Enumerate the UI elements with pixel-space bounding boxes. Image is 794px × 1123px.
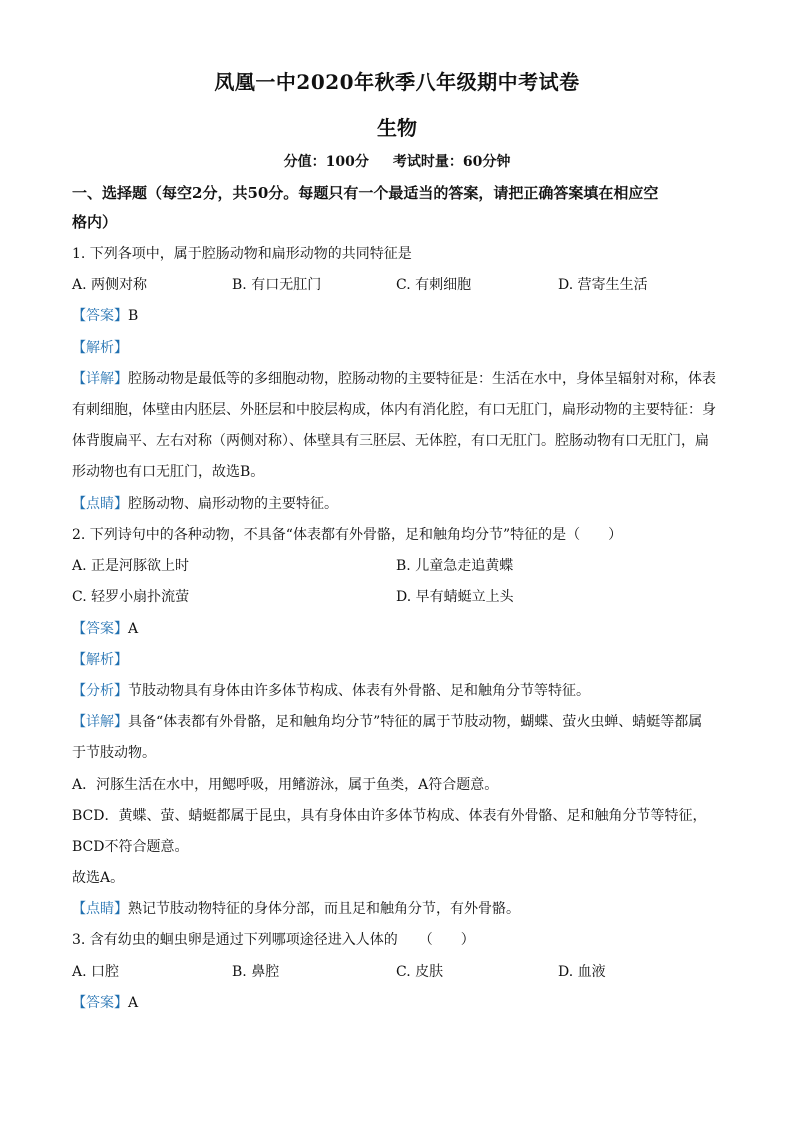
q2-fenxi: [72, 681, 722, 701]
q3-answer: [72, 993, 722, 1013]
q2-line-a: A．河豚生活在水中，用鳃呼吸，用鳍游泳，属于鱼类，A符合题意。: [72, 777, 499, 793]
q2-option-c: C. 轻罗小扇扑流萤: [72, 589, 190, 605]
analysis-label: 【解析】: [72, 652, 128, 668]
comment-label: 【点睛】: [72, 901, 128, 917]
q2-analysis: [72, 650, 722, 670]
q2-stem: 2. 下列诗句中的各种动物，不具备“体表都有外骨骼，足和触角均分节”特征的是（ ）: [72, 527, 623, 543]
q2-fenxi-text: 节肢动物具有身体由许多体节构成、体表有外骨骼、足和触角分节等特征。: [128, 683, 590, 699]
q2-comment-text: 熟记节肢动物特征的身体分部，而且足和触角分节，有外骨骼。: [128, 901, 520, 917]
exam-title: 凤凰一中2020年秋季八年级期中考试卷: [214, 70, 580, 94]
q2-choose: 故选A。: [72, 870, 125, 886]
q3-answer-value: A: [128, 995, 139, 1011]
q3-stem: 3. 含有幼虫的蛔虫卵是通过下列哪项途径进入人体的 （ ）: [72, 932, 475, 948]
comment-label: 【点睛】: [72, 496, 128, 512]
q1-comment-text: 腔肠动物、扁形动物的主要特征。: [128, 496, 338, 512]
q2-answer-value: A: [128, 621, 139, 637]
q2-option-b: B. 儿童急走追黄蝶: [396, 558, 514, 574]
detail-label: 【详解】: [72, 371, 128, 387]
q1-detail-line4: 形动物也有口无肛门，故选B。: [72, 464, 265, 480]
q1-detail-line2: 有刺细胞，体壁由内胚层、外胚层和中胶层构成，体内有消化腔，有口无肛门，扁形动物的主要特征：身: [72, 402, 716, 418]
q1-detail-line1: [72, 369, 722, 389]
section-heading-line2: 格内）: [72, 213, 118, 231]
q2-option-d: D. 早有蜻蜓立上头: [396, 589, 514, 605]
fenxi-label: 【分析】: [72, 683, 128, 699]
exam-info: [0, 151, 794, 171]
q2-line-bcd2: BCD不符合题意。: [72, 839, 189, 855]
answer-label: 【答案】: [72, 621, 128, 637]
q2-line-bcd1: BCD．黄蝶、萤、蜻蜓都属于昆虫，具有身体由许多体节构成、体表有外骨骼、足和触角分节等特征，: [72, 808, 707, 824]
time-info: 考试时量：60分钟: [392, 154, 511, 170]
q1-answer: [72, 306, 722, 326]
q3-option-b: B. 鼻腔: [232, 964, 280, 980]
q1-detail-text1: 腔肠动物是最低等的多细胞动物，腔肠动物的主要特征是：生活在水中，身体呈辐射对称，体表: [128, 371, 716, 387]
q1-option-b: B. 有口无肛门: [232, 277, 322, 293]
score-info: 分值：100分: [283, 154, 369, 170]
subject-title: 生物: [377, 116, 417, 140]
q1-comment: [72, 494, 722, 514]
q2-detail-line2: 于节肢动物。: [72, 745, 156, 761]
q2-detail-text1: 具备“体表都有外骨骼，足和触角均分节”特征的属于节肢动物，蝴蝶、萤火虫蝉、蜻蜓等都属: [128, 714, 703, 730]
q3-option-c: C. 皮肤: [396, 964, 444, 980]
analysis-label: 【解析】: [72, 340, 128, 356]
q1-option-c: C. 有刺细胞: [396, 277, 472, 293]
q3-option-d: D. 血液: [558, 964, 606, 980]
q2-detail-line1: [72, 712, 722, 732]
q1-answer-value: B: [128, 308, 139, 324]
q1-stem: 1. 下列各项中，属于腔肠动物和扁形动物的共同特征是: [72, 246, 412, 262]
q2-comment: [72, 899, 722, 919]
q3-option-a: A. 口腔: [72, 964, 120, 980]
section-heading-line1: 一、选择题（每空2分，共50分。每题只有一个最适当的答案，请把正确答案填在相应空: [72, 184, 659, 202]
q1-detail-line3: 体背腹扁平、左右对称（两侧对称）、体壁具有三胚层、无体腔，有口无肛门。腔肠动物有口无肛门，扁: [72, 433, 709, 449]
answer-label: 【答案】: [72, 308, 128, 324]
q1-analysis: [72, 338, 722, 358]
q2-answer: [72, 619, 722, 639]
detail-label: 【详解】: [72, 714, 128, 730]
q1-option-d: D. 营寄生生活: [558, 277, 648, 293]
q1-option-a: A. 两侧对称: [72, 277, 148, 293]
q2-option-a: A. 正是河豚欲上时: [72, 558, 190, 574]
answer-label: 【答案】: [72, 995, 128, 1011]
